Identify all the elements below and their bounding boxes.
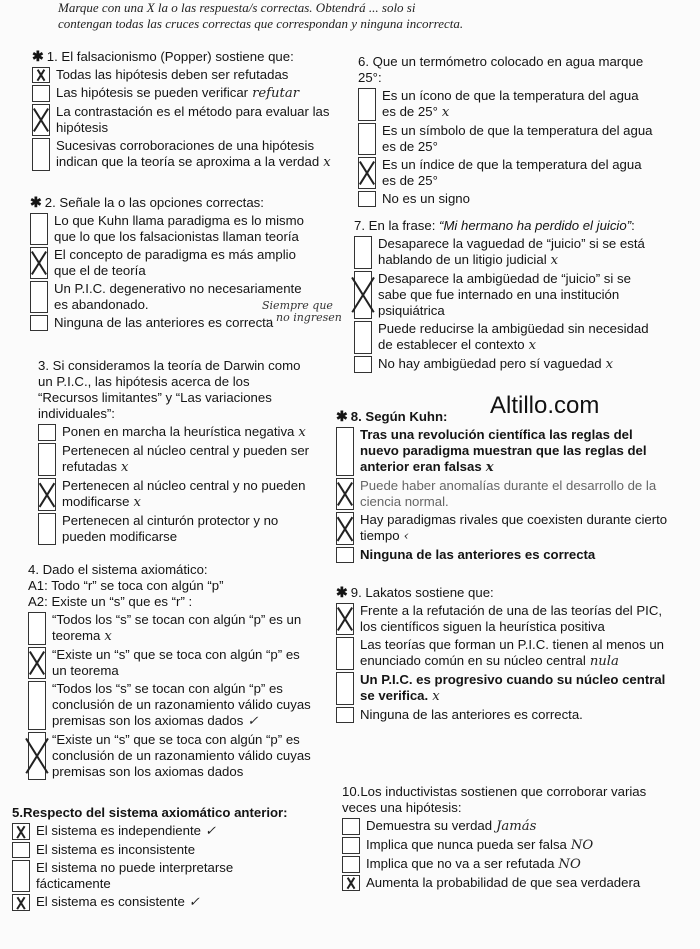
checkbox[interactable] — [30, 315, 48, 331]
checkbox-checked[interactable] — [38, 478, 56, 511]
checkbox[interactable] — [354, 356, 372, 373]
question-title: 3. Si consideramos la teoría de Darwin como un P.I.C., las hipótesis acerca de los “Recursos limitantes” y “Las variaciones individuales”: — [38, 358, 301, 421]
option[interactable]: El concepto de paradigma es más amplio que el de teoría — [30, 247, 318, 279]
question-title: 6. Que un termómetro colocado en agua marque 25°: — [358, 54, 644, 85]
checkbox-checked[interactable] — [32, 104, 50, 136]
option[interactable]: Aumenta la probabilidad de que sea verdadera — [342, 875, 672, 891]
star-mark-icon: ✱ — [336, 584, 348, 600]
checkbox-checked[interactable] — [358, 157, 376, 189]
option[interactable]: Demuestra su verdad Jamás — [342, 818, 672, 835]
watermark: Altillo.com — [490, 392, 600, 419]
option[interactable]: Frente a la refutación de una de las teorías del PIC, los científicos siguen la heurística positiva — [336, 603, 674, 635]
option[interactable]: No hay ambigüedad pero sí vaguedad x — [354, 356, 654, 373]
checkbox-checked[interactable] — [336, 603, 354, 635]
question-8 — [336, 408, 672, 563]
handwritten-margin-note: Siempre que ... no ingresen — [262, 299, 342, 324]
option[interactable]: Lo que Kuhn llama paradigma es lo mismo que lo que los falsacionistas llaman teoría — [30, 213, 318, 245]
checkbox[interactable] — [342, 818, 360, 835]
option[interactable]: No es un signo — [358, 191, 654, 207]
option[interactable]: Ponen en marcha la heurística negativa x — [38, 424, 310, 441]
star-mark-icon: ✱ — [336, 408, 348, 424]
option[interactable]: Un P.I.C. es progresivo cuando su núcleo central se verifica. x — [336, 672, 674, 705]
instructions-line-2: contengan todas las cruces correctas que correspondan y ninguna incorrecta. — [58, 16, 464, 31]
option[interactable]: Es un índice de que la temperatura del agua es de 25° — [358, 157, 654, 189]
option[interactable]: Es un símbolo de que la temperatura del agua es de 25° — [358, 123, 654, 155]
checkbox[interactable] — [354, 236, 372, 269]
checkbox-checked[interactable] — [12, 823, 30, 840]
question-3 — [38, 358, 310, 545]
star-mark-icon: ✱ — [30, 194, 42, 210]
checkbox-checked[interactable] — [354, 271, 372, 319]
question-7 — [354, 218, 654, 373]
checkbox[interactable] — [336, 707, 354, 723]
checkbox[interactable] — [28, 612, 46, 645]
question-5 — [12, 805, 308, 911]
checkbox[interactable] — [354, 321, 372, 354]
question-title: 4. Dado el sistema axiomático: — [28, 562, 208, 577]
option[interactable]: La contrastación es el método para evaluar las hipótesis — [32, 104, 332, 136]
option[interactable]: Pertenecen al núcleo central y no pueden modificarse x — [38, 478, 310, 511]
checkbox[interactable] — [336, 547, 354, 563]
checkbox[interactable] — [30, 213, 48, 245]
checkbox-checked[interactable] — [336, 478, 354, 510]
option[interactable]: Las teorías que forman un P.I.C. tienen al menos un enunciado común en su núcleo central nula — [336, 637, 674, 670]
option[interactable]: Pertenecen al cinturón protector y no pueden modificarse — [38, 513, 310, 545]
checkbox[interactable] — [358, 191, 376, 207]
axiom-2: A2: Existe un “s” que es “r” : — [28, 594, 193, 609]
checkbox[interactable] — [342, 856, 360, 873]
question-title: 5.Respecto del sistema axiomático anterior: — [12, 805, 288, 820]
option[interactable]: Desaparece la ambigüedad de “juicio” si se sabe que fue internado en una institución psiquiátrica — [354, 271, 654, 319]
option[interactable]: Todas las hipótesis deben ser refutadas — [32, 67, 332, 83]
checkbox[interactable] — [336, 672, 354, 705]
checkbox[interactable] — [12, 860, 30, 892]
checkbox-checked[interactable] — [30, 247, 48, 279]
option[interactable]: El sistema no puede interpretarse fácticamente — [12, 860, 308, 892]
question-title: 9. Lakatos sostiene que: — [350, 585, 494, 600]
checkbox-checked[interactable] — [32, 67, 50, 83]
checkbox[interactable] — [38, 513, 56, 545]
checkbox[interactable] — [336, 637, 354, 670]
option[interactable]: Es un ícono de que la temperatura del agua es de 25° x — [358, 88, 654, 121]
checkbox[interactable] — [30, 281, 48, 313]
option[interactable]: Ninguna de las anteriores es correcta — [30, 315, 318, 331]
checkbox[interactable] — [342, 837, 360, 854]
axiom-1: A1: Todo “r” se toca con algún “p” — [28, 578, 224, 593]
question-4 — [28, 562, 312, 780]
option[interactable]: “Existe un “s” que se toca con algún “p” es un teorema — [28, 647, 312, 679]
option[interactable]: El sistema es inconsistente — [12, 842, 308, 858]
question-title: 2. Señale la o las opciones correctas: — [44, 195, 264, 210]
checkbox[interactable] — [28, 681, 46, 730]
question-9 — [336, 584, 674, 723]
question-title: 8. Según Kuhn: — [350, 409, 448, 424]
option[interactable]: Tras una revolución científica las reglas del nuevo paradigma muestran que las reglas del anterior eran falsas x — [336, 427, 672, 476]
option[interactable]: “Todos los “s” se tocan con algún “p” es un teorema x — [28, 612, 312, 645]
question-10 — [342, 784, 672, 891]
checkbox-checked[interactable] — [12, 894, 30, 911]
option[interactable]: Ninguna de las anteriores es correcta — [336, 547, 672, 563]
option[interactable]: Implica que nunca pueda ser falsa NO — [342, 837, 672, 854]
checkbox[interactable] — [12, 842, 30, 858]
checkbox[interactable] — [38, 443, 56, 476]
option[interactable]: “Existe un “s” que se toca con algún “p” es conclusión de un razonamiento válido cuyas premisas son los axiomas dados — [28, 732, 312, 780]
option[interactable]: Ninguna de las anteriores es correcta. — [336, 707, 674, 723]
option[interactable]: Pertenecen al núcleo central y pueden ser refutadas x — [38, 443, 310, 476]
question-title: 7. En la frase: “Mi hermano ha perdido el juicio”: — [354, 218, 635, 233]
option[interactable]: El sistema es consistente ✓ — [12, 894, 308, 911]
option[interactable]: Puede haber anomalías durante el desarrollo de la ciencia normal. — [336, 478, 672, 510]
instructions — [58, 0, 698, 32]
option[interactable]: Un P.I.C. degenerativo no necesariamente es abandonado. — [30, 281, 318, 313]
star-mark-icon: ✱ — [32, 48, 44, 64]
option[interactable]: Las hipótesis se pueden verificar refutar — [32, 85, 332, 102]
option[interactable]: Implica que no va a ser refutada NO — [342, 856, 672, 873]
option[interactable]: Hay paradigmas rivales que coexisten durante cierto tiempo ‹ — [336, 512, 672, 545]
question-6 — [358, 54, 654, 207]
checkbox[interactable] — [336, 427, 354, 476]
checkbox-checked[interactable] — [336, 512, 354, 545]
checkbox[interactable] — [32, 138, 50, 171]
checkbox-checked[interactable] — [28, 647, 46, 679]
option[interactable]: “Todos los “s” se tocan con algún “p” es conclusión de un razonamiento válido cuyas premisas son los axiomas dados ✓ — [28, 681, 312, 730]
checkbox[interactable] — [358, 123, 376, 155]
checkbox[interactable] — [32, 85, 50, 102]
option[interactable]: El sistema es independiente ✓ — [12, 823, 308, 840]
checkbox-checked[interactable] — [28, 732, 46, 780]
option[interactable]: Desaparece la vaguedad de “juicio” si se está hablando de un litigio judicial x — [354, 236, 654, 269]
question-1 — [32, 48, 332, 171]
option[interactable]: Puede reducirse la ambigüedad sin necesidad de establecer el contexto x — [354, 321, 654, 354]
question-title: 10.Los inductivistas sostienen que corroborar varias veces una hipótesis: — [342, 784, 647, 815]
checkbox[interactable] — [358, 88, 376, 121]
checkbox[interactable] — [38, 424, 56, 441]
option[interactable]: Sucesivas corroboraciones de una hipótesis indican que la teoría se aproxima a la verdad x — [32, 138, 332, 171]
instructions-line-1: Marque con una X la o las respuesta/s correctas. Obtendrá ... solo si — [58, 0, 416, 15]
question-title: 1. El falsacionismo (Popper) sostiene que: — [46, 49, 294, 64]
checkbox-checked[interactable] — [342, 875, 360, 891]
